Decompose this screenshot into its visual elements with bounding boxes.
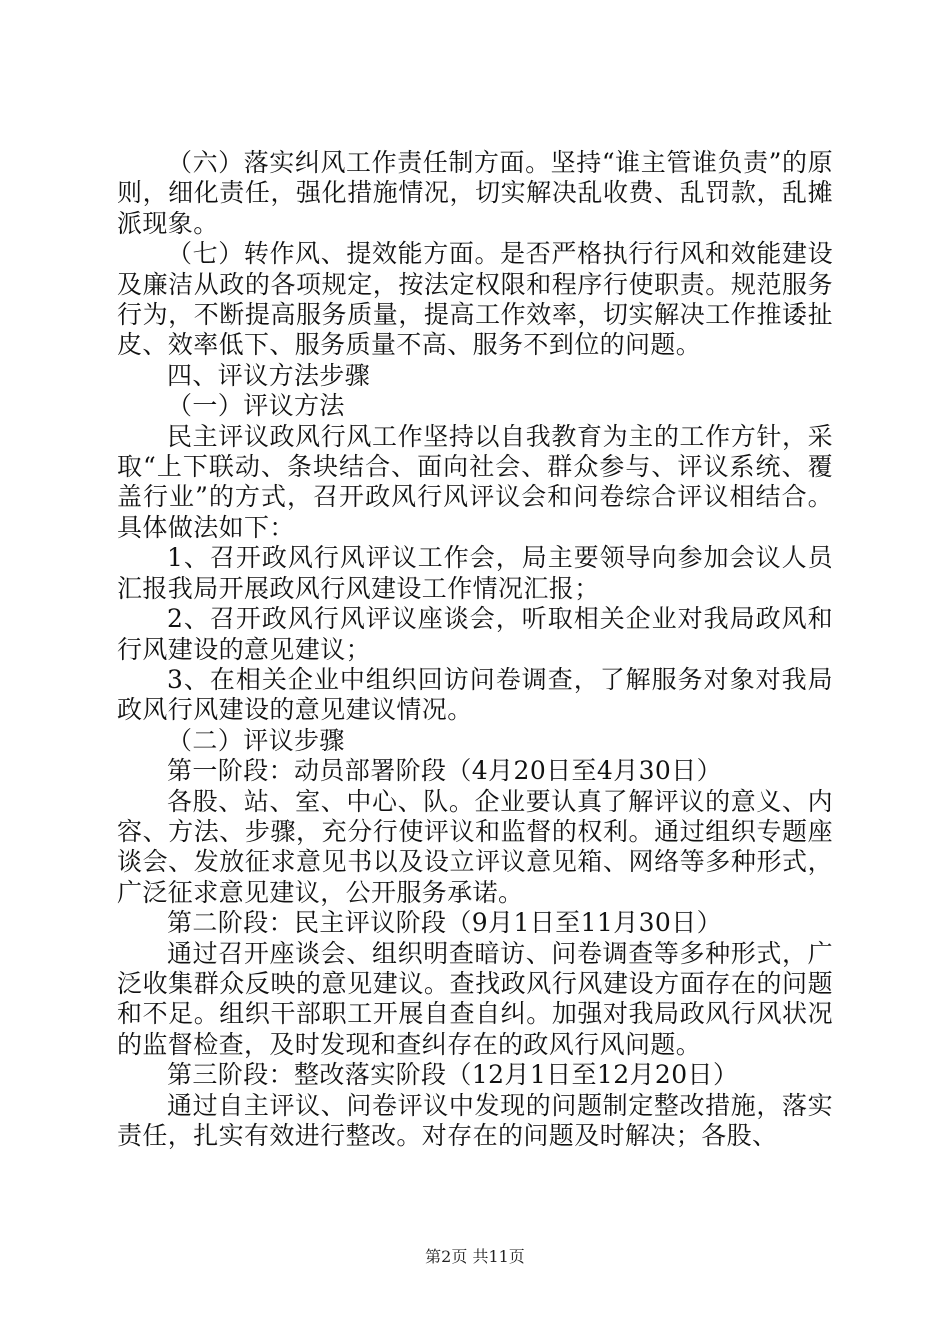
page-footer: 第2页 共11页 [425, 1247, 525, 1266]
stage-2-heading: 第二阶段：民主评议阶段（9月1日至11月30日） [167, 908, 723, 938]
list-item-3: 3、在相关企业中组织回访问卷调查，了解服务对象对我局政风行风建设的意见建议情况。 [117, 664, 833, 725]
stage-3-heading: 第三阶段：整改落实阶段（12月1日至12月20日） [167, 1060, 739, 1090]
document-body [117, 148, 833, 1151]
paragraph-6: （六）落实纠风工作责任制方面。坚持“谁主管谁负责”的原则，细化责任，强化措施情况，切实解决乱收费、乱罚款，乱摊派现象。 [117, 148, 833, 238]
stage-3-paragraph: 通过自主评议、问卷评议中发现的问题制定整改措施，落实责任，扎实有效进行整改。对存在的问题及时解决；各股、 [117, 1090, 833, 1150]
section-heading-4: 四、评议方法步骤 [167, 360, 371, 390]
paragraph-method: 民主评议政风行风工作坚持以自我教育为主的工作方针，采取“上下联动、条块结合、面向社会、群众参与、评议系统、覆盖行业”的方式，召开政风行风评议会和问卷综合评议相结合。具体做法如下： [117, 421, 833, 542]
stage-1-paragraph: 各股、站、室、中心、队。企业要认真了解评议的意义、内容、方法、步骤，充分行使评议和监督的权利。通过组织专题座谈会、发放征求意见书以及设立评议意见箱、网络等多种形式，广泛征求意见建议，公开服务承诺。 [117, 786, 833, 907]
subheading-method: （一）评议方法 [167, 391, 345, 421]
stage-1-heading: 第一阶段：动员部署阶段（4月20日至4月30日） [167, 756, 723, 786]
paragraph-7: （七）转作风、提效能方面。是否严格执行行风和效能建设及廉洁从政的各项规定，按法定权限和程序行使职责。规范服务行为，不断提高服务质量，提高工作效率，切实解决工作推诿扯皮、效率低下、服务质量不高、服务不到位的问题。 [117, 239, 833, 360]
list-item-1: 1、召开政风行风评议工作会，局主要领导向参加会议人员汇报我局开展政风行风建设工作情况汇报； [117, 543, 833, 603]
subheading-steps: （二）评议步骤 [167, 725, 345, 755]
list-item-2: 2、召开政风行风评议座谈会，听取相关企业对我局政风和行风建设的意见建议； [117, 604, 833, 664]
stage-2-paragraph: 通过召开座谈会、组织明查暗访、问卷调查等多种形式，广泛收集群众反映的意见建议。查找政风行风建设方面存在的问题和不足。组织干部职工开展自查自纠。加强对我局政风行风状况的监督检查，及时发现和查纠存在的政风行风问题。 [117, 938, 833, 1059]
